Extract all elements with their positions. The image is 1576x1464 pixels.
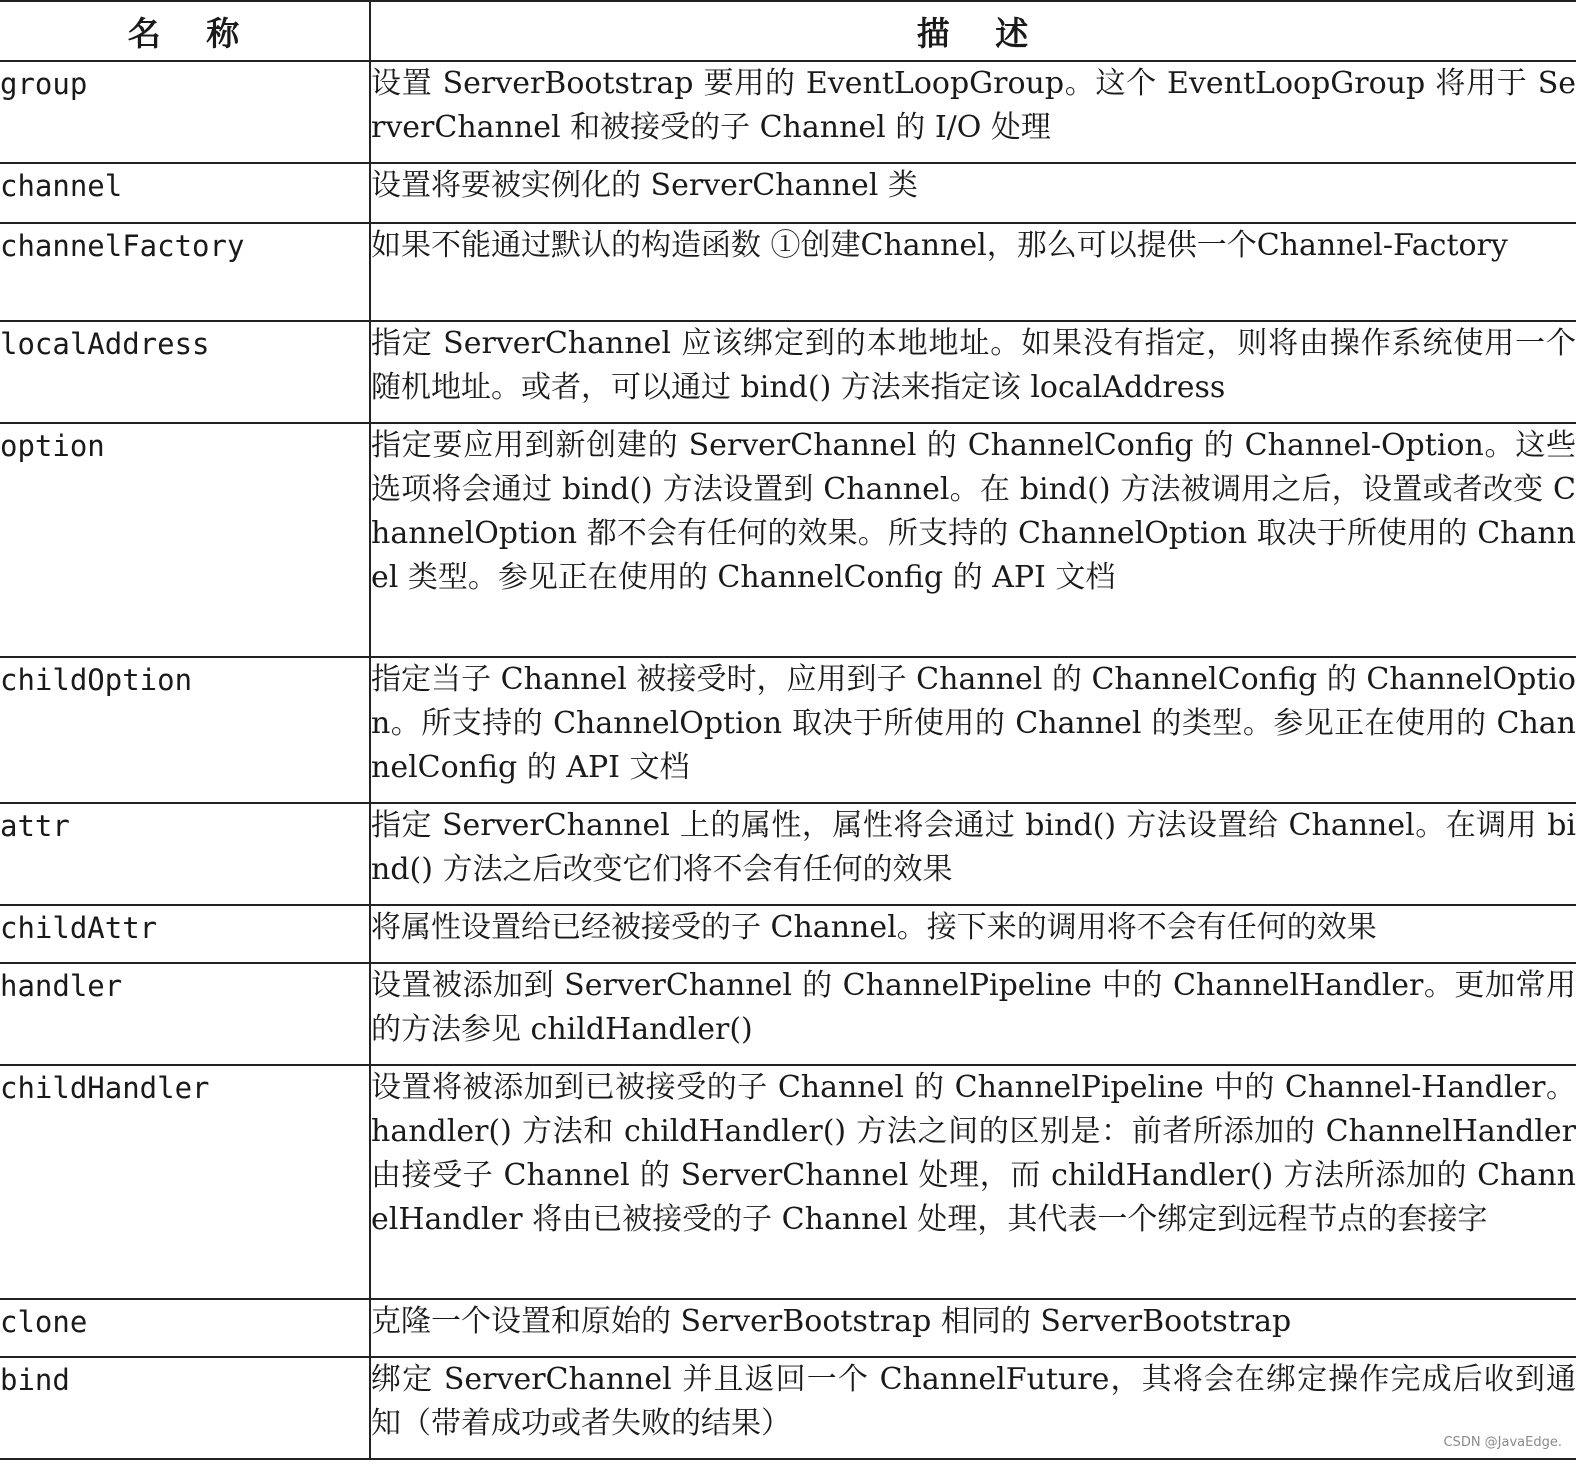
row-name: channelFactory <box>0 223 370 321</box>
table-row <box>0 1357 1576 1459</box>
row-description: 指定要应用到新创建的 ServerChannel 的 ChannelConfig 的 Channel-Option。这些选项将会通过 bind() 方法设置到 Channel。在 bind() 方法被调用之后，设置或者改变 ChannelOption 都不会有任何的效果。所支持的 ChannelOption 取决于所使用的 Channel 类型。参见正在使用的 ChannelConfig 的 API 文档 <box>370 423 1576 657</box>
row-description: 如果不能通过默认的构造函数 ①创建Channel，那么可以提供一个Channel-Factory <box>370 223 1576 321</box>
watermark: CSDN @JavaEdge. <box>1443 1435 1562 1450</box>
column-header-description: 描 述 <box>370 1 1576 61</box>
table-header-row <box>0 1 1576 61</box>
row-name: attr <box>0 803 370 905</box>
row-name: childHandler <box>0 1065 370 1299</box>
table-row <box>0 1065 1576 1299</box>
row-description: 指定 ServerChannel 上的属性，属性将会通过 bind() 方法设置给 Channel。在调用 bind() 方法之后改变它们将不会有任何的效果 <box>370 803 1576 905</box>
table-row <box>0 803 1576 905</box>
table-row <box>0 963 1576 1065</box>
row-description: 绑定 ServerChannel 并且返回一个 ChannelFuture，其将会在绑定操作完成后收到通知（带着成功或者失败的结果） <box>370 1357 1576 1459</box>
row-name: childOption <box>0 657 370 803</box>
row-description: 指定当子 Channel 被接受时，应用到子 Channel 的 ChannelConfig 的 ChannelOption。所支持的 ChannelOption 取决于所使用的 Channel 的类型。参见正在使用的 ChannelConfig 的 API 文档 <box>370 657 1576 803</box>
table-row <box>0 905 1576 963</box>
row-description: 设置被添加到 ServerChannel 的 ChannelPipeline 中的 ChannelHandler。更加常用的方法参见 childHandler() <box>370 963 1576 1065</box>
row-name: option <box>0 423 370 657</box>
row-name: handler <box>0 963 370 1065</box>
row-description: 指定 ServerChannel 应该绑定到的本地地址。如果没有指定，则将由操作系统使用一个随机地址。或者，可以通过 bind() 方法来指定该 localAddress <box>370 321 1576 423</box>
row-name: group <box>0 61 370 163</box>
row-name: channel <box>0 163 370 223</box>
row-name: clone <box>0 1299 370 1357</box>
table-row <box>0 657 1576 803</box>
row-name: localAddress <box>0 321 370 423</box>
row-name: childAttr <box>0 905 370 963</box>
table-row <box>0 61 1576 163</box>
row-description: 设置 ServerBootstrap 要用的 EventLoopGroup。这个 EventLoopGroup 将用于 ServerChannel 和被接受的子 Channel 的 I/O 处理 <box>370 61 1576 163</box>
table-row <box>0 1299 1576 1357</box>
table-row <box>0 223 1576 321</box>
row-description: 克隆一个设置和原始的 ServerBootstrap 相同的 ServerBootstrap <box>370 1299 1576 1357</box>
row-description: 设置将被添加到已被接受的子 Channel 的 ChannelPipeline 中的 Channel-Handler。handler() 方法和 childHandler() 方法之间的区别是：前者所添加的 ChannelHandler 由接受子 Channel 的 ServerChannel 处理，而 childHandler() 方法所添加的 ChannelHandler 将由已被接受的子 Channel 处理，其代表一个绑定到远程节点的套接字 <box>370 1065 1576 1299</box>
table-row <box>0 423 1576 657</box>
table-row <box>0 321 1576 423</box>
row-description: 设置将要被实例化的 ServerChannel 类 <box>370 163 1576 223</box>
row-name: bind <box>0 1357 370 1459</box>
column-header-name: 名 称 <box>0 1 370 61</box>
row-description: 将属性设置给已经被接受的子 Channel。接下来的调用将不会有任何的效果 <box>370 905 1576 963</box>
table-row <box>0 163 1576 223</box>
